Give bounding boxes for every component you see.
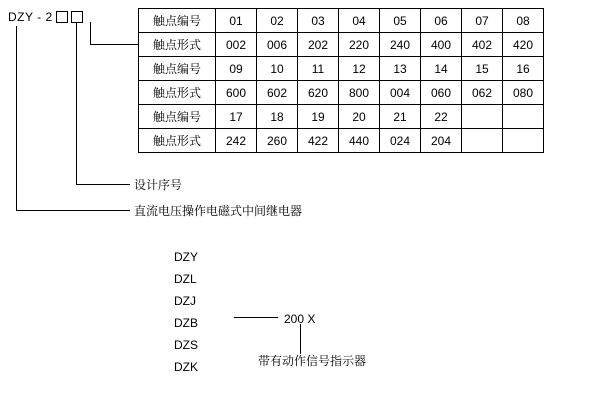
table-cell: 03 <box>298 9 339 33</box>
table-cell: 260 <box>257 129 298 153</box>
table-row <box>139 129 544 153</box>
row-header: 触点编号 <box>139 105 216 129</box>
contact-table-body <box>139 9 544 153</box>
list-item: DZS <box>174 338 198 352</box>
list-item: DZL <box>174 272 197 286</box>
table-cell: 10 <box>257 57 298 81</box>
indicator-note-label: 带有动作信号指示器 <box>258 354 367 368</box>
table-cell: 024 <box>380 129 421 153</box>
table-cell: 202 <box>298 33 339 57</box>
table-row <box>139 9 544 33</box>
table-cell: 422 <box>298 129 339 153</box>
table-row <box>139 105 544 129</box>
table-cell: 400 <box>421 33 462 57</box>
table-cell: 11 <box>298 57 339 81</box>
table-cell: 22 <box>421 105 462 129</box>
table-cell: 19 <box>298 105 339 129</box>
leader-line-box2-horizontal <box>90 44 138 45</box>
series-list <box>174 246 198 378</box>
table-cell <box>503 105 544 129</box>
table-cell: 07 <box>462 9 503 33</box>
row-header: 触点编号 <box>139 9 216 33</box>
contact-table <box>138 8 544 153</box>
row-header: 触点形式 <box>139 81 216 105</box>
table-cell <box>462 105 503 129</box>
series-suffix-text: 200 X <box>284 312 316 326</box>
table-cell: 04 <box>339 9 380 33</box>
table-cell: 02 <box>257 9 298 33</box>
table-cell: 080 <box>503 81 544 105</box>
leader-line-indicator-vertical <box>300 324 301 354</box>
table-cell: 440 <box>339 129 380 153</box>
table-cell <box>503 129 544 153</box>
model-code-text: DZY - 2 <box>8 10 53 24</box>
model-code-label <box>8 10 83 24</box>
row-header: 触点形式 <box>139 129 216 153</box>
table-cell: 620 <box>298 81 339 105</box>
table-cell: 01 <box>216 9 257 33</box>
leader-line-series-horizontal <box>16 210 130 211</box>
leader-line-box1-horizontal <box>76 184 130 185</box>
table-cell: 21 <box>380 105 421 129</box>
table-cell: 004 <box>380 81 421 105</box>
leader-line-series-vertical <box>16 26 17 210</box>
table-cell: 602 <box>257 81 298 105</box>
table-cell: 17 <box>216 105 257 129</box>
table-cell: 08 <box>503 9 544 33</box>
leader-line-box1-vertical <box>76 22 77 184</box>
series-suffix <box>228 312 315 326</box>
table-cell: 20 <box>339 105 380 129</box>
table-row <box>139 81 544 105</box>
leader-line-box2-vertical <box>90 22 91 44</box>
table-cell: 600 <box>216 81 257 105</box>
model-code-box-1 <box>56 11 68 23</box>
table-cell: 06 <box>421 9 462 33</box>
table-cell: 05 <box>380 9 421 33</box>
table-cell: 240 <box>380 33 421 57</box>
table-cell: 15 <box>462 57 503 81</box>
table-cell: 242 <box>216 129 257 153</box>
relay-description-label: 直流电压操作电磁式中间继电器 <box>134 204 303 218</box>
table-cell: 002 <box>216 33 257 57</box>
table-cell: 16 <box>503 57 544 81</box>
table-cell: 420 <box>503 33 544 57</box>
table-cell: 006 <box>257 33 298 57</box>
table-cell: 220 <box>339 33 380 57</box>
table-cell: 13 <box>380 57 421 81</box>
table-cell: 14 <box>421 57 462 81</box>
table-cell: 062 <box>462 81 503 105</box>
table-cell: 12 <box>339 57 380 81</box>
list-item: DZY <box>174 250 198 264</box>
row-header: 触点编号 <box>139 57 216 81</box>
connector-dash <box>234 317 278 318</box>
list-item: DZK <box>174 360 198 374</box>
table-cell: 402 <box>462 33 503 57</box>
table-row <box>139 33 544 57</box>
list-item: DZJ <box>174 294 196 308</box>
table-cell: 18 <box>257 105 298 129</box>
table-cell: 060 <box>421 81 462 105</box>
table-cell <box>462 129 503 153</box>
table-cell: 09 <box>216 57 257 81</box>
table-row <box>139 57 544 81</box>
table-cell: 800 <box>339 81 380 105</box>
table-cell: 204 <box>421 129 462 153</box>
list-item: DZB <box>174 316 198 330</box>
row-header: 触点形式 <box>139 33 216 57</box>
design-serial-label: 设计序号 <box>134 178 183 192</box>
